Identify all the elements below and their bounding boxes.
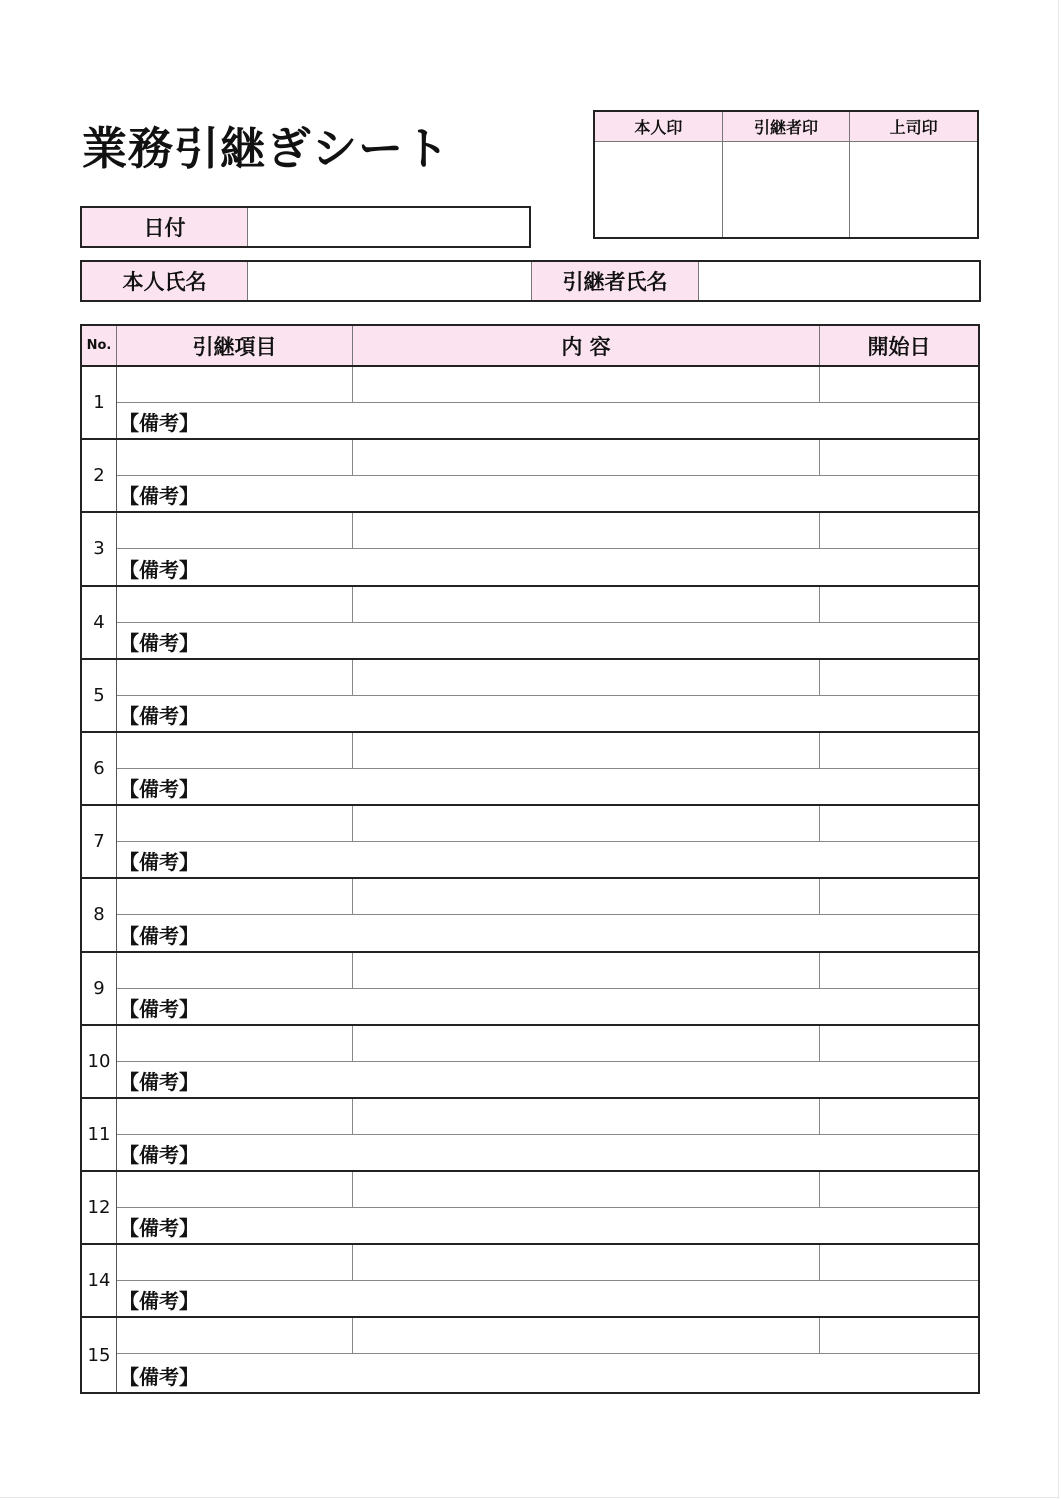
content-cell[interactable] [353, 440, 820, 475]
stamp-self [595, 112, 723, 237]
row-body [117, 513, 978, 584]
remark-cell[interactable] [117, 1208, 978, 1243]
remark-label: 【備考】 [119, 703, 199, 728]
date-row [80, 206, 531, 248]
remark-cell[interactable] [117, 623, 978, 658]
row-number: 11 [82, 1099, 117, 1170]
content-cell[interactable] [353, 1026, 820, 1061]
table-row [82, 733, 978, 806]
start-date-cell[interactable] [820, 513, 978, 548]
row-fields [117, 733, 978, 769]
item-cell[interactable] [117, 806, 353, 841]
stamp-successor [723, 112, 851, 237]
remark-label: 【備考】 [119, 1289, 199, 1314]
row-number: 5 [82, 660, 117, 731]
start-date-cell[interactable] [820, 1318, 978, 1353]
remark-label: 【備考】 [119, 557, 199, 582]
remark-label: 【備考】 [119, 484, 199, 509]
row-fields [117, 587, 978, 623]
row-body [117, 1172, 978, 1243]
stamp-area-successor[interactable] [723, 142, 850, 237]
table-row [82, 513, 978, 586]
row-body [117, 1318, 978, 1391]
stamp-area-self[interactable] [595, 142, 722, 237]
table-row [82, 367, 978, 440]
header-item: 引継項目 [117, 326, 353, 365]
item-cell[interactable] [117, 1245, 353, 1280]
content-cell[interactable] [353, 1172, 820, 1207]
row-number: 9 [82, 953, 117, 1024]
remark-cell[interactable] [117, 1062, 978, 1097]
stamp-label: 引継者印 [723, 112, 850, 142]
item-cell[interactable] [117, 367, 353, 402]
table-row [82, 587, 978, 660]
start-date-cell[interactable] [820, 1172, 978, 1207]
start-date-cell[interactable] [820, 440, 978, 475]
item-cell[interactable] [117, 953, 353, 988]
row-number: 6 [82, 733, 117, 804]
row-body [117, 367, 978, 438]
row-body [117, 806, 978, 877]
item-cell[interactable] [117, 879, 353, 914]
row-number: 8 [82, 879, 117, 950]
row-number: 7 [82, 806, 117, 877]
stamp-area-supervisor[interactable] [850, 142, 977, 237]
content-cell[interactable] [353, 806, 820, 841]
row-fields [117, 953, 978, 989]
row-body [117, 733, 978, 804]
row-body [117, 440, 978, 511]
table-row [82, 660, 978, 733]
self-name-label: 本人氏名 [82, 262, 248, 300]
remark-label: 【備考】 [119, 1216, 199, 1241]
remark-cell[interactable] [117, 842, 978, 877]
row-number: 1 [82, 367, 117, 438]
start-date-cell[interactable] [820, 953, 978, 988]
item-cell[interactable] [117, 440, 353, 475]
row-fields [117, 879, 978, 915]
content-cell[interactable] [353, 660, 820, 695]
item-cell[interactable] [117, 733, 353, 768]
content-cell[interactable] [353, 513, 820, 548]
remark-label: 【備考】 [119, 1364, 199, 1389]
row-body [117, 953, 978, 1024]
row-number: 15 [82, 1318, 117, 1391]
table-header [82, 326, 978, 367]
remark-label: 【備考】 [119, 777, 199, 802]
stamp-label: 上司印 [850, 112, 977, 142]
start-date-cell[interactable] [820, 1099, 978, 1134]
remark-label: 【備考】 [119, 996, 199, 1021]
remark-label: 【備考】 [119, 411, 199, 436]
row-fields [117, 513, 978, 549]
content-cell[interactable] [353, 1245, 820, 1280]
header-start-date: 開始日 [867, 334, 931, 359]
start-date-cell[interactable] [820, 806, 978, 841]
row-number: 3 [82, 513, 117, 584]
self-name-field[interactable] [248, 262, 532, 300]
content-cell[interactable] [353, 367, 820, 402]
row-body [117, 1026, 978, 1097]
content-cell[interactable] [353, 953, 820, 988]
remark-cell[interactable] [117, 403, 978, 438]
table-row [82, 953, 978, 1026]
item-cell[interactable] [117, 587, 353, 622]
date-field[interactable] [248, 208, 529, 246]
table-row [82, 1172, 978, 1245]
row-fields [117, 1026, 978, 1062]
item-cell[interactable] [117, 513, 353, 548]
row-fields [117, 440, 978, 476]
row-fields [117, 1245, 978, 1281]
successor-name-field[interactable] [699, 262, 979, 300]
table-row [82, 1318, 978, 1391]
row-number: 14 [82, 1245, 117, 1316]
row-body [117, 879, 978, 950]
remark-label: 【備考】 [119, 630, 199, 655]
row-number: 12 [82, 1172, 117, 1243]
row-body [117, 587, 978, 658]
item-cell[interactable] [117, 1318, 353, 1353]
row-body [117, 1099, 978, 1170]
handover-table [80, 324, 980, 1394]
content-cell[interactable] [353, 1099, 820, 1134]
header-no: No. [82, 326, 117, 365]
row-fields [117, 367, 978, 403]
table-body [82, 367, 978, 1392]
date-label: 日付 [82, 208, 248, 246]
remark-label: 【備考】 [119, 1143, 199, 1168]
start-date-cell[interactable] [820, 1245, 978, 1280]
content-cell[interactable] [353, 733, 820, 768]
remark-label: 【備考】 [119, 1069, 199, 1094]
row-number: 4 [82, 587, 117, 658]
row-fields [117, 1172, 978, 1208]
successor-name-label: 引継者氏名 [532, 262, 699, 300]
table-row [82, 1245, 978, 1318]
header-content: 内 容 [353, 326, 820, 365]
row-number: 10 [82, 1026, 117, 1097]
start-date-cell[interactable] [820, 660, 978, 695]
item-cell[interactable] [117, 1026, 353, 1061]
start-date-cell[interactable] [820, 1026, 978, 1061]
content-cell[interactable] [353, 1318, 820, 1353]
content-cell[interactable] [353, 587, 820, 622]
remark-cell[interactable] [117, 1354, 978, 1391]
name-row [80, 260, 981, 302]
table-row [82, 879, 978, 952]
item-cell[interactable] [117, 1099, 353, 1134]
table-row [82, 1099, 978, 1172]
row-fields [117, 660, 978, 696]
item-cell[interactable] [117, 1172, 353, 1207]
remark-cell[interactable] [117, 769, 978, 804]
row-fields [117, 1099, 978, 1135]
table-row [82, 806, 978, 879]
start-date-cell[interactable] [820, 367, 978, 402]
start-date-cell[interactable] [820, 879, 978, 914]
stamp-supervisor [850, 112, 977, 237]
stamp-label: 本人印 [595, 112, 722, 142]
row-fields [117, 1318, 978, 1354]
remark-cell[interactable] [117, 696, 978, 731]
item-cell[interactable] [117, 660, 353, 695]
remark-cell[interactable] [117, 549, 978, 584]
remark-cell[interactable] [117, 989, 978, 1024]
remark-label: 【備考】 [119, 850, 199, 875]
remark-cell[interactable] [117, 1281, 978, 1316]
table-row [82, 440, 978, 513]
stamp-box [593, 110, 979, 239]
content-cell[interactable] [353, 879, 820, 914]
table-row [82, 1026, 978, 1099]
remark-cell[interactable] [117, 1135, 978, 1170]
start-date-cell[interactable] [820, 733, 978, 768]
remark-cell[interactable] [117, 915, 978, 950]
row-body [117, 660, 978, 731]
start-date-cell[interactable] [820, 587, 978, 622]
row-number: 2 [82, 440, 117, 511]
row-fields [117, 806, 978, 842]
remark-cell[interactable] [117, 476, 978, 511]
page-title: 業務引継ぎシート [82, 122, 451, 175]
remark-label: 【備考】 [119, 923, 199, 948]
row-body [117, 1245, 978, 1316]
